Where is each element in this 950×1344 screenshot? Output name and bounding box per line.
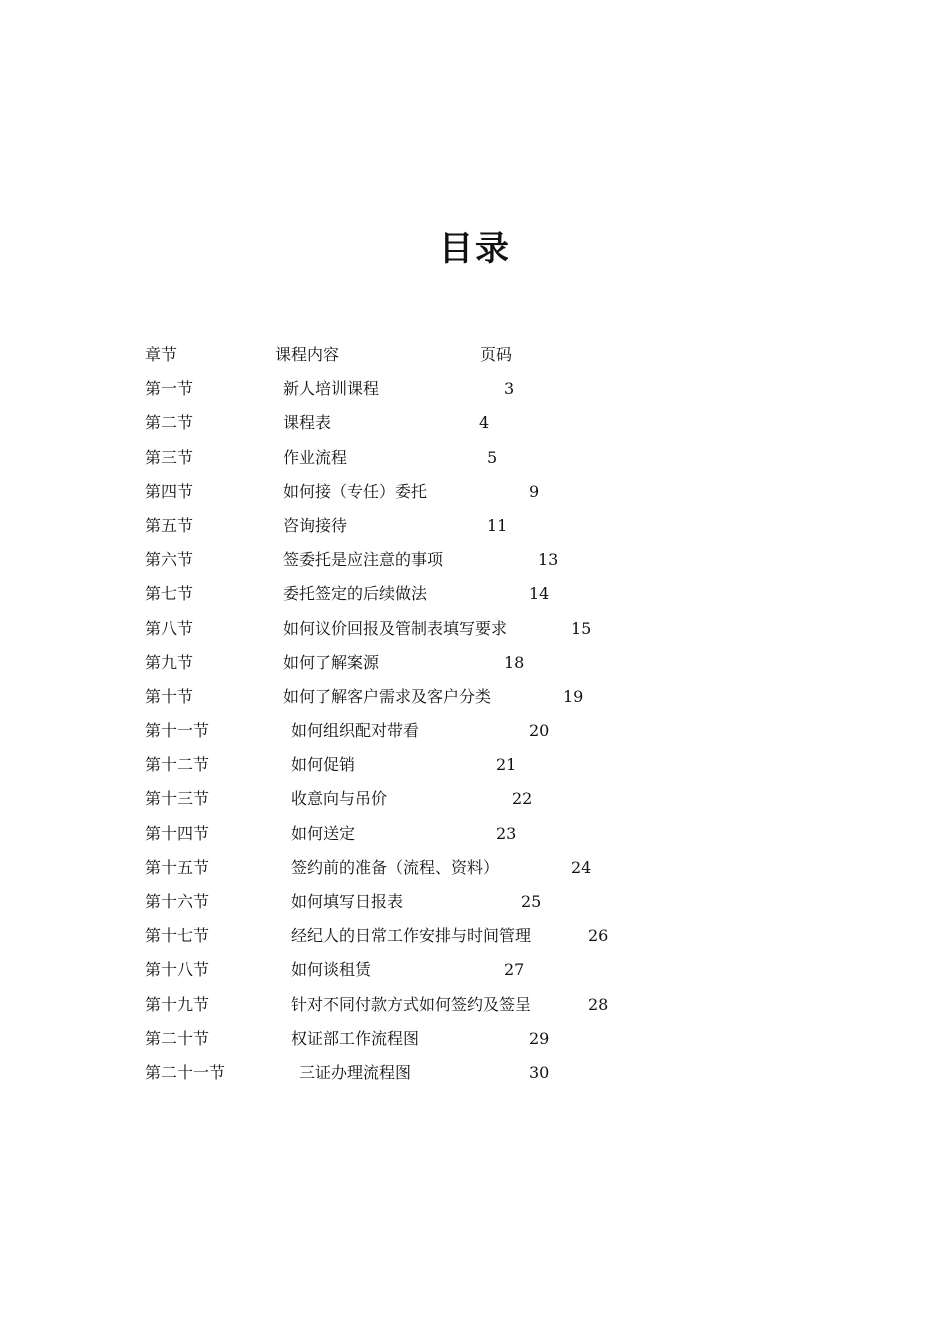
toc-row [0, 748, 950, 782]
toc-row [0, 919, 950, 953]
toc-page: 28 [588, 994, 609, 1014]
toc-content: 如何了解案源 [283, 652, 380, 672]
toc-page: 11 [487, 515, 508, 535]
toc-row [0, 817, 950, 851]
toc-row [0, 646, 950, 680]
toc-chapter: 第三节 [145, 447, 194, 467]
header-content: 课程内容 [275, 345, 340, 364]
header-page: 页码 [480, 345, 513, 364]
toc-content: 如何谈租赁 [291, 960, 372, 980]
toc-chapter: 第七节 [145, 584, 194, 604]
toc-content: 三证办理流程图 [299, 1062, 412, 1082]
toc-row [0, 612, 950, 646]
toc-content: 新人培训课程 [283, 379, 380, 399]
toc-chapter: 第五节 [145, 515, 194, 535]
toc-page: 25 [521, 892, 542, 911]
toc-chapter: 第十一节 [145, 721, 210, 741]
toc-row [0, 851, 950, 885]
header-chapter: 章节 [145, 345, 178, 364]
toc-row [0, 372, 950, 406]
toc-chapter: 第八节 [145, 618, 194, 638]
toc-page: 21 [496, 755, 517, 775]
toc-content: 如何议价回报及管制表填写要求 [283, 618, 508, 638]
page-title: 目录 [439, 229, 511, 269]
toc-content: 如何接（专任）委托 [283, 481, 428, 501]
toc-page: 29 [529, 1028, 550, 1048]
toc-content: 如何了解客户需求及客户分类 [283, 686, 492, 706]
toc-page: 15 [571, 618, 592, 638]
toc-chapter: 第十二节 [145, 755, 210, 775]
toc-content: 咨询接待 [283, 515, 348, 535]
toc-row [0, 543, 950, 577]
toc-content: 签委托是应注意的事项 [283, 550, 444, 570]
toc-page: 27 [504, 960, 525, 980]
toc-content: 委托签定的后续做法 [283, 584, 428, 604]
toc-content: 作业流程 [283, 447, 348, 467]
toc-content: 权证部工作流程图 [291, 1028, 420, 1048]
toc-chapter: 第十三节 [145, 789, 210, 809]
toc-page: 23 [496, 823, 517, 843]
toc-content: 如何组织配对带看 [291, 721, 420, 741]
toc-chapter: 第六节 [145, 550, 194, 570]
toc-chapter: 第二十一节 [145, 1062, 226, 1082]
toc-page: 26 [588, 926, 609, 946]
toc-chapter: 第十七节 [145, 926, 210, 946]
toc-chapter: 第十九节 [145, 994, 210, 1014]
toc-chapter: 第十六节 [145, 892, 210, 911]
toc-page: 22 [512, 789, 533, 809]
toc-page: 14 [529, 584, 550, 604]
toc-content: 如何送定 [291, 823, 356, 843]
toc-content: 如何填写日报表 [291, 892, 404, 911]
toc-row [0, 1056, 950, 1090]
toc-row [0, 1022, 950, 1056]
toc-page: 3 [504, 379, 515, 399]
toc-page: 24 [571, 857, 592, 877]
toc-row [0, 988, 950, 1022]
toc-page: 13 [538, 550, 559, 570]
toc-row [0, 680, 950, 714]
toc-row [0, 406, 950, 440]
toc-content: 经纪人的日常工作安排与时间管理 [291, 926, 532, 946]
toc-chapter: 第十四节 [145, 823, 210, 843]
toc-page: 18 [504, 652, 525, 672]
toc-chapter: 第十八节 [145, 960, 210, 980]
toc-content: 如何促销 [291, 755, 356, 775]
toc-content: 课程表 [283, 413, 332, 433]
toc-row [0, 782, 950, 816]
toc-row [0, 441, 950, 475]
table-of-contents [0, 338, 950, 1090]
toc-chapter: 第十节 [145, 686, 194, 706]
toc-chapter: 第一节 [145, 379, 194, 399]
toc-row [0, 577, 950, 611]
toc-page: 9 [529, 481, 540, 501]
toc-page: 30 [529, 1062, 550, 1082]
toc-page: 4 [479, 413, 490, 433]
toc-chapter: 第十五节 [145, 857, 210, 877]
toc-chapter: 第二节 [145, 413, 194, 433]
toc-content: 签约前的准备（流程、资料） [291, 857, 500, 877]
toc-row [0, 475, 950, 509]
toc-content: 针对不同付款方式如何签约及签呈 [291, 994, 532, 1014]
toc-page: 5 [487, 447, 498, 467]
toc-chapter: 第二十节 [145, 1028, 210, 1048]
toc-page: 19 [563, 686, 584, 706]
toc-row [0, 509, 950, 543]
toc-row [0, 953, 950, 987]
toc-content: 收意向与吊价 [291, 789, 388, 809]
toc-row [0, 885, 950, 919]
toc-page: 20 [529, 721, 550, 741]
toc-header-row [0, 338, 950, 372]
toc-row [0, 714, 950, 748]
toc-chapter: 第九节 [145, 652, 194, 672]
toc-chapter: 第四节 [145, 481, 194, 501]
